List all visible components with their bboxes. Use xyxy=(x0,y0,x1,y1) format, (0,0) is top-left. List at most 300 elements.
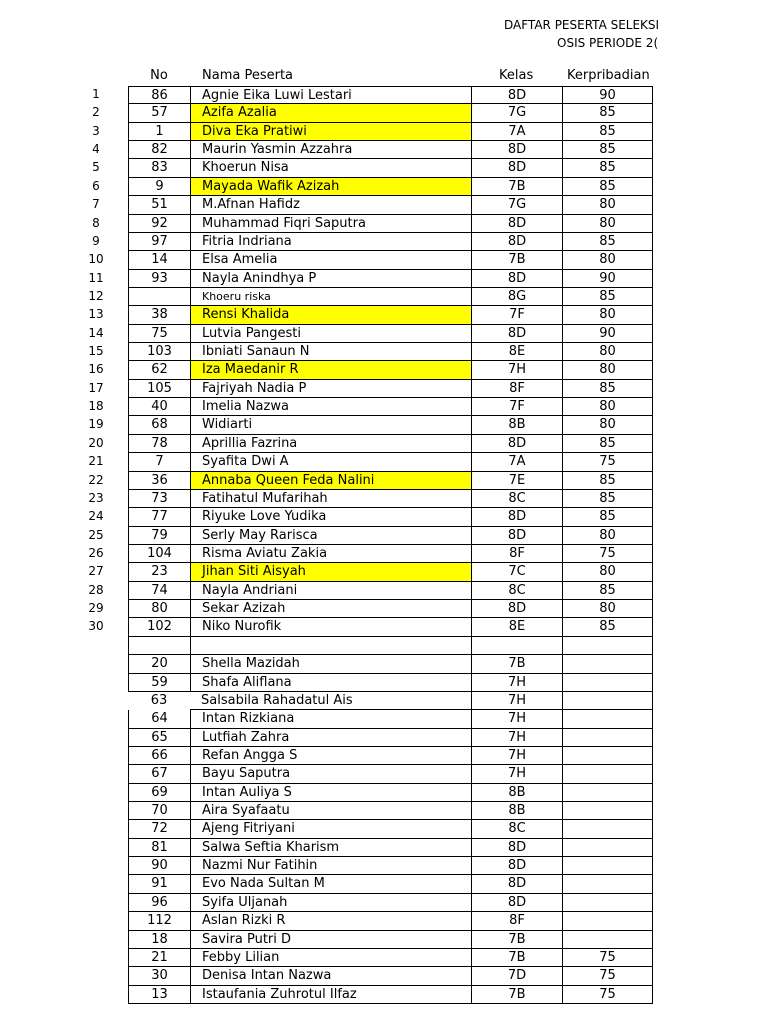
participant-name: Nayla Andriani xyxy=(190,582,471,600)
row-index: 6 xyxy=(92,178,100,193)
row-index xyxy=(72,931,120,949)
participant-class: 8D xyxy=(471,857,562,875)
participant-no: 105 xyxy=(128,380,190,398)
table-row xyxy=(0,270,768,288)
participant-class: 8C xyxy=(471,582,562,600)
row-index: 18 xyxy=(88,399,104,414)
row-index: 13 xyxy=(88,307,104,322)
participant-name: Azifa Azalia xyxy=(190,104,471,122)
personality-score: 75 xyxy=(562,967,653,985)
participant-name: Ibniati Sanaun N xyxy=(190,343,471,361)
participant-no: 20 xyxy=(128,655,190,673)
row-index xyxy=(72,894,120,912)
row-index: 21 xyxy=(88,454,104,469)
participant-no: 7 xyxy=(128,453,190,471)
participant-class: 7G xyxy=(471,196,562,214)
personality-score: 85 xyxy=(562,123,653,141)
row-index: 20 xyxy=(88,435,104,450)
row-index: 17 xyxy=(88,380,104,395)
personality-score: 80 xyxy=(562,563,653,581)
personality-score xyxy=(562,820,653,838)
participant-class: 7E xyxy=(471,472,562,490)
participant-name: Febby Lilian xyxy=(190,949,471,967)
participant-no: 62 xyxy=(128,361,190,379)
table-row xyxy=(0,306,768,324)
table-row xyxy=(0,233,768,251)
participant-class: 8E xyxy=(471,618,562,636)
table-row xyxy=(0,710,768,728)
participant-name: Aira Syafaatu xyxy=(190,802,471,820)
personality-score: 90 xyxy=(562,86,653,104)
personality-score xyxy=(562,765,653,783)
participant-no: 57 xyxy=(128,104,190,122)
participant-no: 59 xyxy=(128,674,190,692)
table-row xyxy=(0,802,768,820)
participant-class: 8D xyxy=(471,600,562,618)
participant-name: Maurin Yasmin Azzahra xyxy=(190,141,471,159)
participant-class: 7B xyxy=(471,178,562,196)
table-row xyxy=(0,251,768,269)
participant-no: 63 xyxy=(150,692,168,708)
row-index xyxy=(72,967,120,985)
row-index: 22 xyxy=(88,472,104,487)
row-index: 27 xyxy=(88,564,104,579)
participant-name: Khoerun Nisa xyxy=(190,159,471,177)
table-row xyxy=(0,361,768,379)
table-row xyxy=(0,527,768,545)
personality-score: 85 xyxy=(562,508,653,526)
participant-no: 40 xyxy=(128,398,190,416)
participant-class: 8D xyxy=(471,839,562,857)
row-index xyxy=(72,820,120,838)
table-row xyxy=(0,875,768,893)
personality-score: 75 xyxy=(562,949,653,967)
row-index xyxy=(72,692,120,710)
table-row xyxy=(0,949,768,967)
personality-score: 75 xyxy=(562,545,653,563)
row-index xyxy=(72,637,120,655)
table-row xyxy=(0,820,768,838)
row-index: 23 xyxy=(88,490,104,505)
row-index xyxy=(72,912,120,930)
participant-no: 73 xyxy=(128,490,190,508)
table-row xyxy=(0,729,768,747)
participant-class: 7H xyxy=(471,361,562,379)
personality-score: 80 xyxy=(562,361,653,379)
participant-name: Muhammad Fiqri Saputra xyxy=(190,215,471,233)
personality-score xyxy=(562,637,653,655)
participant-name: Risma Aviatu Zakia xyxy=(190,545,471,563)
table-row xyxy=(0,325,768,343)
participant-class: 8D xyxy=(471,435,562,453)
participant-no: 93 xyxy=(128,270,190,288)
row-index: 28 xyxy=(88,582,104,597)
participant-no: 66 xyxy=(128,747,190,765)
participant-class: 8D xyxy=(471,894,562,912)
participant-no xyxy=(128,288,190,306)
row-index xyxy=(72,986,120,1004)
personality-score: 80 xyxy=(562,306,653,324)
participant-name: Agnie Eika Luwi Lestari xyxy=(190,86,471,104)
participant-no: 38 xyxy=(128,306,190,324)
row-index: 1 xyxy=(92,87,100,101)
table-row xyxy=(0,398,768,416)
personality-score: 85 xyxy=(562,159,653,177)
personality-score xyxy=(562,875,653,893)
column-header-kelas: Kelas xyxy=(499,68,534,83)
participant-class: 7B xyxy=(471,931,562,949)
participant-no: 72 xyxy=(128,820,190,838)
participant-name: Nayla Anindhya P xyxy=(190,270,471,288)
row-index xyxy=(72,802,120,820)
personality-score xyxy=(562,802,653,820)
participant-name: Jihan Siti Aisyah xyxy=(190,563,471,581)
participant-no: 75 xyxy=(128,325,190,343)
participant-name: Evo Nada Sultan M xyxy=(190,875,471,893)
table-row xyxy=(0,674,768,692)
personality-score: 75 xyxy=(562,986,653,1004)
participant-name xyxy=(190,637,471,655)
row-index: 24 xyxy=(88,509,104,524)
row-index xyxy=(72,875,120,893)
participant-no: 97 xyxy=(128,233,190,251)
row-index: 25 xyxy=(88,527,104,542)
participant-class: 8B xyxy=(471,416,562,434)
participant-name: Lutfiah Zahra xyxy=(190,729,471,747)
personality-score xyxy=(562,729,653,747)
table-row xyxy=(0,582,768,600)
table-row xyxy=(0,215,768,233)
participant-name: Salwa Seftia Kharism xyxy=(190,839,471,857)
participant-no xyxy=(128,637,190,655)
personality-score: 85 xyxy=(562,380,653,398)
personality-score: 85 xyxy=(562,233,653,251)
table-row xyxy=(0,159,768,177)
participant-no: 18 xyxy=(128,931,190,949)
table-row xyxy=(0,563,768,581)
row-index: 10 xyxy=(88,252,104,267)
column-header-no: No xyxy=(150,68,168,83)
personality-score xyxy=(562,710,653,728)
participant-name: Rensi Khalida xyxy=(190,306,471,324)
participant-name: Fajriyah Nadia P xyxy=(190,380,471,398)
participant-name: Diva Eka Pratiwi xyxy=(190,123,471,141)
participant-class: 8D xyxy=(471,215,562,233)
participant-class: 7F xyxy=(471,398,562,416)
participant-class: 8B xyxy=(471,802,562,820)
participant-name: Iza Maedanir R xyxy=(190,361,471,379)
participant-name: Ajeng Fitriyani xyxy=(190,820,471,838)
document-title: DAFTAR PESERTA SELEKSI xyxy=(504,18,660,32)
participant-no: 82 xyxy=(128,141,190,159)
participant-no: 21 xyxy=(128,949,190,967)
participant-no: 74 xyxy=(128,582,190,600)
participant-name: Annaba Queen Feda Nalini xyxy=(190,472,471,490)
personality-score: 90 xyxy=(562,270,653,288)
participant-class: 8D xyxy=(471,233,562,251)
participant-no: 30 xyxy=(128,967,190,985)
personality-score: 80 xyxy=(562,600,653,618)
table-row xyxy=(0,912,768,930)
table-row xyxy=(0,784,768,802)
row-index xyxy=(72,674,120,692)
table-row xyxy=(0,435,768,453)
participant-no: 68 xyxy=(128,416,190,434)
participant-no: 112 xyxy=(128,912,190,930)
row-index: 3 xyxy=(92,123,100,138)
participant-class: 7B xyxy=(471,986,562,1004)
row-index: 30 xyxy=(88,619,104,634)
participant-name: Widiarti xyxy=(190,416,471,434)
row-index: 8 xyxy=(92,215,100,230)
participant-name: Salsabila Rahadatul Ais xyxy=(190,692,471,710)
participant-name: Bayu Saputra xyxy=(190,765,471,783)
row-index: 19 xyxy=(88,417,104,432)
row-index: 2 xyxy=(92,105,100,120)
participant-no: 67 xyxy=(128,765,190,783)
participant-class: 8D xyxy=(471,86,562,104)
participant-name: Lutvia Pangesti xyxy=(190,325,471,343)
participant-name: Shella Mazidah xyxy=(190,655,471,673)
personality-score: 85 xyxy=(562,141,653,159)
personality-score xyxy=(562,692,653,710)
participant-class: 7H xyxy=(471,692,562,710)
participant-class: 8D xyxy=(471,141,562,159)
personality-score xyxy=(562,894,653,912)
personality-score xyxy=(562,655,653,673)
participant-no: 1 xyxy=(128,123,190,141)
participant-class: 7H xyxy=(471,765,562,783)
table-row xyxy=(0,986,768,1004)
row-index xyxy=(72,655,120,673)
table-row xyxy=(0,600,768,618)
personality-score: 80 xyxy=(562,398,653,416)
participant-name: Aslan Rizki R xyxy=(190,912,471,930)
table-row xyxy=(0,490,768,508)
personality-score: 80 xyxy=(562,416,653,434)
personality-score: 85 xyxy=(562,618,653,636)
table-row xyxy=(0,380,768,398)
participant-name: Fitria Indriana xyxy=(190,233,471,251)
personality-score xyxy=(562,912,653,930)
personality-score: 80 xyxy=(562,215,653,233)
row-index: 9 xyxy=(92,233,100,248)
participant-name: Fatihatul Mufarihah xyxy=(190,490,471,508)
table-row xyxy=(0,894,768,912)
participant-class: 8D xyxy=(471,508,562,526)
participant-class xyxy=(471,637,562,655)
table-row xyxy=(0,839,768,857)
participant-class: 7H xyxy=(471,674,562,692)
row-index xyxy=(72,765,120,783)
participant-name: Khoeru riska xyxy=(190,288,471,306)
participant-class: 7C xyxy=(471,563,562,581)
row-index: 16 xyxy=(88,362,104,377)
table-row xyxy=(0,692,768,710)
personality-score: 85 xyxy=(562,435,653,453)
participant-no: 69 xyxy=(128,784,190,802)
personality-score: 80 xyxy=(562,196,653,214)
personality-score: 85 xyxy=(562,178,653,196)
participant-name: Niko Nurofik xyxy=(190,618,471,636)
table-row xyxy=(0,104,768,122)
personality-score xyxy=(562,857,653,875)
table-row xyxy=(0,618,768,636)
personality-score: 80 xyxy=(562,343,653,361)
row-index xyxy=(72,949,120,967)
participant-class: 8D xyxy=(471,270,562,288)
table-row xyxy=(0,747,768,765)
personality-score xyxy=(562,674,653,692)
table-row xyxy=(0,453,768,471)
participant-no: 102 xyxy=(128,618,190,636)
row-index: 7 xyxy=(92,197,100,212)
participant-name: Serly May Rarisca xyxy=(190,527,471,545)
row-index xyxy=(72,857,120,875)
table-row xyxy=(0,141,768,159)
participant-class: 8F xyxy=(471,912,562,930)
personality-score: 80 xyxy=(562,527,653,545)
participant-name: Mayada Wafik Azizah xyxy=(190,178,471,196)
table-row xyxy=(0,931,768,949)
table-row xyxy=(0,857,768,875)
participant-name: Sekar Azizah xyxy=(190,600,471,618)
table-row xyxy=(0,508,768,526)
participant-class: 8C xyxy=(471,820,562,838)
participant-name: Intan Rizkiana xyxy=(190,710,471,728)
personality-score xyxy=(562,839,653,857)
participant-class: 7D xyxy=(471,967,562,985)
table-row xyxy=(0,86,768,104)
participant-name: Denisa Intan Nazwa xyxy=(190,967,471,985)
table-row xyxy=(0,967,768,985)
table-row xyxy=(0,416,768,434)
personality-score: 85 xyxy=(562,288,653,306)
participant-class: 7A xyxy=(471,123,562,141)
participant-class: 7B xyxy=(471,949,562,967)
table-row xyxy=(0,655,768,673)
participant-no: 79 xyxy=(128,527,190,545)
participant-class: 7F xyxy=(471,306,562,324)
participant-no: 91 xyxy=(128,875,190,893)
participant-no: 9 xyxy=(128,178,190,196)
participant-no: 64 xyxy=(128,710,190,728)
personality-score: 90 xyxy=(562,325,653,343)
participant-class: 8D xyxy=(471,527,562,545)
participant-class: 7H xyxy=(471,710,562,728)
participant-name: Syifa Uljanah xyxy=(190,894,471,912)
participant-no: 65 xyxy=(128,729,190,747)
participant-no: 77 xyxy=(128,508,190,526)
participant-no: 14 xyxy=(128,251,190,269)
participant-class: 7H xyxy=(471,729,562,747)
personality-score xyxy=(562,931,653,949)
participant-no: 70 xyxy=(128,802,190,820)
participant-name: Imelia Nazwa xyxy=(190,398,471,416)
participant-no: 81 xyxy=(128,839,190,857)
personality-score: 85 xyxy=(562,472,653,490)
personality-score xyxy=(562,747,653,765)
row-index xyxy=(72,839,120,857)
row-index: 4 xyxy=(92,142,100,157)
table-row xyxy=(0,196,768,214)
participant-class: 8F xyxy=(471,380,562,398)
participant-no: 51 xyxy=(128,196,190,214)
row-index xyxy=(72,784,120,802)
participant-no: 90 xyxy=(128,857,190,875)
participant-no: 80 xyxy=(128,600,190,618)
row-index xyxy=(72,729,120,747)
participant-class: 7B xyxy=(471,655,562,673)
table-row xyxy=(0,178,768,196)
participant-class: 7G xyxy=(471,104,562,122)
participant-no: 36 xyxy=(128,472,190,490)
participant-name: Refan Angga S xyxy=(190,747,471,765)
participant-name: Riyuke Love Yudika xyxy=(190,508,471,526)
table-row xyxy=(0,472,768,490)
participant-no: 104 xyxy=(128,545,190,563)
participant-name: Istaufania Zuhrotul Ilfaz xyxy=(190,986,471,1004)
row-index xyxy=(72,747,120,765)
row-index: 12 xyxy=(88,288,104,303)
personality-score: 85 xyxy=(562,104,653,122)
row-index: 5 xyxy=(92,160,100,175)
personality-score: 80 xyxy=(562,251,653,269)
row-index: 14 xyxy=(88,325,104,340)
participant-name: Shafa Aliflana xyxy=(190,674,471,692)
participant-no: 92 xyxy=(128,215,190,233)
participant-name: Syafita Dwi A xyxy=(190,453,471,471)
participant-name: Aprillia Fazrina xyxy=(190,435,471,453)
participant-name: Savira Putri D xyxy=(190,931,471,949)
participant-no: 96 xyxy=(128,894,190,912)
table-row xyxy=(0,545,768,563)
row-index: 29 xyxy=(88,601,104,616)
participant-class: 7H xyxy=(471,747,562,765)
column-header-name: Nama Peserta xyxy=(202,68,294,83)
document-subtitle: OSIS PERIODE 2( xyxy=(557,36,659,50)
participant-class: 8D xyxy=(471,325,562,343)
participant-class: 8C xyxy=(471,490,562,508)
table-row xyxy=(0,637,768,655)
table-row xyxy=(0,123,768,141)
participant-name: Intan Auliya S xyxy=(190,784,471,802)
participant-class: 8E xyxy=(471,343,562,361)
participant-class: 8D xyxy=(471,875,562,893)
participant-class: 8D xyxy=(471,159,562,177)
participant-class: 8G xyxy=(471,288,562,306)
personality-score: 85 xyxy=(562,582,653,600)
table-row xyxy=(0,288,768,306)
personality-score xyxy=(562,784,653,802)
table-row xyxy=(0,765,768,783)
participant-no: 13 xyxy=(128,986,190,1004)
participant-name: Elsa Amelia xyxy=(190,251,471,269)
personality-score: 85 xyxy=(562,490,653,508)
row-index: 15 xyxy=(88,344,104,359)
participant-class: 7A xyxy=(471,453,562,471)
participant-no: 23 xyxy=(128,563,190,581)
participant-class: 8B xyxy=(471,784,562,802)
table-row xyxy=(0,343,768,361)
row-index xyxy=(72,710,120,728)
participant-name: Nazmi Nur Fatihin xyxy=(190,857,471,875)
participant-class: 7B xyxy=(471,251,562,269)
row-index: 26 xyxy=(88,546,104,560)
participant-no: 83 xyxy=(128,159,190,177)
personality-score: 75 xyxy=(562,453,653,471)
row-index: 11 xyxy=(88,270,104,285)
